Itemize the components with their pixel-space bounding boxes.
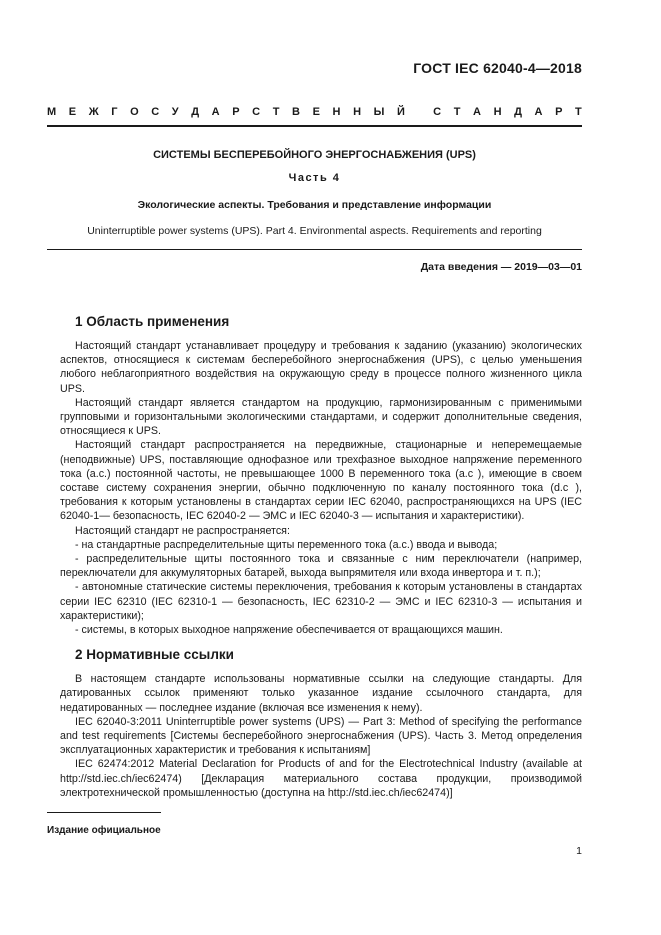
footer-rule — [47, 812, 161, 813]
label-letter: О — [130, 106, 139, 118]
header-rule — [47, 125, 582, 127]
label-letter: В — [292, 106, 300, 118]
part-label: Часть 4 — [288, 172, 341, 184]
standard-subtitle: Экологические аспекты. Требования и представление информации — [137, 199, 492, 211]
label-letter: Т — [575, 106, 582, 118]
label-letter: Р — [555, 106, 563, 118]
label-letter: Т — [453, 106, 461, 118]
reference-entry: IEC 62474:2012 Material Declaration for Products of and for the Electrotechnical Industry (available at http://std.iec.ch/iec62474) [Декларация материального состава продукции, производимой электротехнической промышленностью (доступна на http://std.iec.ch/iec62474)] — [60, 758, 582, 799]
paragraph: Настоящий стандарт не распространяется: — [75, 524, 290, 537]
paragraph: Настоящий стандарт устанавливает процедуру и требования к заданию (указанию) экологических аспектов, относящиеся к системам бесперебойного энергоснабжения (UPS), с целью уменьшения любого неблагоприятного воздействия на окружающую среду в процессе полного жизненного цикла UPS. — [60, 340, 582, 395]
exclusion-item: - автономные статические системы переключения, требования к которым установлены в стандартах серии IEC 62310 (IEC 62310-1 — безопасность, IEC 62310-2 — ЭМС и IEC 62310-3 — испытания и характеристики); — [60, 581, 582, 622]
interstate-standard-label — [47, 106, 582, 118]
label-letter: Д — [191, 106, 200, 118]
label-letter: Н — [493, 106, 502, 118]
label-letter: М — [47, 106, 57, 118]
document-code: ГОСТ IEC 62040-4—2018 — [413, 60, 582, 76]
page-number: 1 — [576, 845, 582, 857]
label-letter: Д — [514, 106, 522, 118]
paragraph: В настоящем стандарте использованы нормативные ссылки на следующие стандарты. Для датированных ссылок применяют только указанное издание ссылочного стандарта, для недатированных — последнее издание (включая все изменения к нему). — [60, 673, 582, 714]
label-letter: Е — [68, 106, 77, 118]
label-letter: Р — [232, 106, 240, 118]
label-letter: Е — [312, 106, 320, 118]
label-letter: Ы — [373, 106, 385, 118]
exclusion-item: - системы, в которых выходное напряжение обеспечивается от вращающихся машин. — [75, 624, 503, 637]
label-letter: Ж — [88, 106, 99, 118]
label-letter: А — [473, 106, 481, 118]
label-letter: А — [534, 106, 543, 118]
label-letter: С — [433, 106, 442, 118]
english-title: Uninterruptible power systems (UPS). Part 4. Environmental aspects. Requirements and reporting — [87, 225, 542, 237]
introduction-date: Дата введения — 2019—03—01 — [420, 261, 582, 273]
label-letter: Г — [111, 106, 118, 118]
main-content — [60, 314, 582, 800]
section-normative-references — [60, 647, 582, 800]
label-letter: С — [252, 106, 261, 118]
paragraph: Настоящий стандарт является стандартом на продукцию, гармонизированным с применимыми групповыми и горизонтальными экологическими стандартами, и содержит дополнительные сведения, относящиеся к UPS. — [60, 396, 582, 438]
title-rule — [47, 249, 582, 250]
section-heading: 1 Область применения — [75, 314, 230, 329]
exclusion-item: - на стандартные распределительные щиты переменного тока (a.c.) ввода и вывода; — [75, 538, 498, 551]
paragraph: Настоящий стандарт распространяется на передвижные, стационарные и неперемещаемые (неподвижные) UPS, поставляющие однофазное или трехфазное выходное напряжение переменного тока (a.c.) постоянной частоты, не превышающее 1000 В переменного тока (a.c ), имеющие в своем составе систему сохранения энергии, обычно подключенную по каналу постоянного тока (d.c ), требования к которым установлены в стандартах серии IEC 62040, распространяющихся на UPS (IEC 62040-1— безопасность, IEC 62040-2 — ЭМС и IEC 62040-3 — испытания и характеристики). — [60, 439, 582, 523]
label-letter: Й — [396, 106, 405, 118]
label-letter: Н — [332, 106, 341, 118]
standard-title: СИСТЕМЫ БЕСПЕРЕБОЙНОГО ЭНЕРГОСНАБЖЕНИЯ (UPS) — [153, 149, 476, 161]
official-edition-label: Издание официальное — [47, 825, 161, 836]
reference-entry: IEC 62040-3:2011 Uninterruptible power systems (UPS) — Part 3: Method of specifying the performance and test requirements [Системы бесперебойного энергоснабжения (UPS). Часть 3. Метод определения эксплуатационных характеристик и требования к испытаниям] — [60, 715, 582, 757]
exclusion-item: - распределительные щиты постоянного тока и связанные с ним переключатели (например, переключатели для аккумуляторных батарей, выхода выпрямителя или входа инвертора и т. п.); — [60, 553, 582, 580]
label-letter: Н — [353, 106, 362, 118]
label-letter: А — [211, 106, 220, 118]
section-heading: 2 Нормативные ссылки — [75, 647, 234, 663]
label-letter: С — [151, 106, 160, 118]
section-scope — [60, 314, 582, 637]
label-gap — [417, 106, 420, 118]
label-letter: У — [171, 106, 179, 118]
label-letter: Т — [272, 106, 280, 118]
